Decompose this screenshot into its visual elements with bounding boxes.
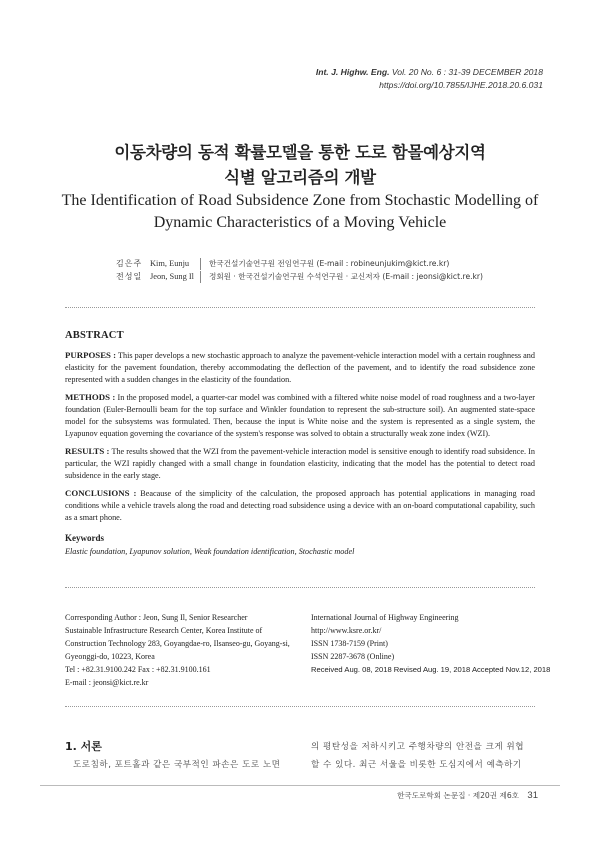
author-list	[116, 257, 483, 283]
journal-reference	[316, 66, 543, 91]
author-affiliation: 정회원 · 한국건설기술연구원 수석연구원 · 교신저자 (E-mail : jeonsi@kict.re.kr)	[209, 271, 484, 281]
keywords-list: Elastic foundation, Lyapunov solution, Weak foundation identification, Stochastic model	[65, 547, 355, 556]
author-separator	[200, 271, 201, 283]
journal-url[interactable]: http://www.ksre.or.kr/	[311, 626, 382, 635]
body-text-left: 도로침하, 포트홀과 같은 국부적인 파손은 도로 노면	[73, 760, 281, 770]
divider-middle	[65, 587, 535, 588]
footer-journal-text: 한국도로학회 논문집 · 제20권 제6호	[397, 791, 519, 800]
accepted-label: Accepted	[471, 665, 504, 674]
accepted-date: Nov.12, 2018	[505, 665, 551, 674]
received-label: Received	[311, 665, 343, 674]
corresponding-author-line: Tel : +82.31.9100.242 Fax : +82.31.9100.161	[65, 665, 211, 674]
author-separator	[200, 258, 201, 270]
corresponding-author-email: E-mail : jeonsi@kict.re.kr	[65, 678, 149, 687]
abstract-conclusions	[65, 487, 535, 524]
korean-title-line-2: 식별 알고리즘의 개발	[224, 168, 376, 187]
author-affiliation: 한국건설기술연구원 전임연구원 (E-mail : robineunjukim@kict.re.kr)	[209, 258, 450, 268]
purposes-text: This paper develops a new stochastic approach to analyze the pavement-vehicle interaction model with a certain roughness and elasticity for the pavement foundation, thereby accommodating the deflection of the pavement, and to identify the road subsidence zone represented with a sudden changes in the elasticity of the foundation.	[65, 351, 535, 384]
abstract-purposes	[65, 349, 535, 386]
abstract-results	[65, 445, 535, 482]
author-row	[116, 257, 483, 270]
body-text-right-line: 의 평탄성을 저하시키고 주행차량의 안전을 크게 위협	[311, 742, 525, 752]
doi-link[interactable]: https://doi.org/10.7855/IJHE.2018.20.6.031	[379, 79, 543, 90]
section-title: 1. 서론	[65, 740, 102, 753]
corresponding-author-block	[65, 611, 293, 689]
corresponding-author-line: Construction Technology 283, Goyangdae-ro, Ilsanseo-gu, Goyang-si,	[65, 639, 290, 648]
issn-online: ISSN 2287-3678 (Online)	[311, 652, 395, 661]
page-footer	[397, 790, 538, 801]
methods-label: METHODS :	[65, 392, 116, 402]
divider-top	[65, 307, 535, 308]
corresponding-author-line: Corresponding Author : Jeon, Sung Il, Senior Researcher	[65, 613, 248, 622]
volume-info: Vol. 20 No. 6 : 31-39 DECEMBER 2018	[391, 67, 543, 77]
conclusions-label: CONCLUSIONS :	[65, 488, 137, 498]
corresponding-author-line: Gyeonggi-do, 10223, Korea	[65, 652, 155, 661]
journal-info-block	[311, 611, 550, 676]
english-title-line-2: Dynamic Characteristics of a Moving Vehicle	[153, 214, 447, 231]
author-row	[116, 270, 483, 283]
abstract-heading: ABSTRACT	[65, 330, 124, 341]
revised-label: Revised	[393, 665, 422, 674]
body-text-right	[311, 738, 541, 774]
body-text-right-line: 할 수 있다. 최근 서울을 비롯한 도심지에서 예측하기	[311, 760, 522, 770]
abstract-methods	[65, 391, 535, 440]
submission-dates	[311, 663, 550, 676]
received-date: Aug. 08, 2018	[344, 665, 392, 674]
page-number: 31	[527, 790, 538, 801]
revised-date: Aug. 19, 2018	[422, 665, 471, 674]
author-english-name: Jeon, Sung Il	[150, 271, 194, 281]
english-title-line-1: The Identification of Road Subsidence Zone from Stochastic Modelling of	[61, 192, 539, 209]
methods-text: In the proposed model, a quarter-car model was combined with a filtered white noise model of road roughness and a two-layer foundation (Euler-Bernoulli beam for the top surface and Winkler foundation to represent the sub-structure soil). An augmented state-space model for the subsystems was formulated. Then, because the input is White noise and the system is represented as a single system, the Lyapunov equation governing the covariance of the system's response was solved to obtain a structurally weak zone index (WZI).	[65, 393, 536, 438]
journal-name: International Journal of Highway Engineering	[311, 613, 459, 622]
korean-title-line-1: 이동차량의 동적 확률모델을 통한 도로 함몰예상지역	[114, 143, 486, 162]
divider-bottom	[65, 706, 535, 707]
abstract-section	[65, 330, 535, 558]
author-korean-name: 전성일	[116, 271, 143, 281]
author-korean-name: 김은주	[116, 258, 143, 268]
journal-abbreviation: Int. J. Highw. Eng.	[315, 67, 390, 77]
results-text: The results showed that the WZI from the pavement-vehicle interaction model is sensitive enough to identify road subsidence. In particular, the WZI rapidly changed with a small change in foundation elasticity, indicating that the model has the potential to detect road subsidence in the early stage.	[65, 447, 536, 480]
author-english-name: Kim, Eunju	[150, 258, 190, 268]
keywords-heading: Keywords	[65, 533, 104, 543]
corresponding-author-line: Sustainable Infrastructure Research Center, Korea Institute of	[65, 626, 263, 635]
english-title	[0, 190, 600, 234]
purposes-label: PURPOSES :	[65, 350, 117, 360]
conclusions-text: Beacause of the simplicity of the calculation, the proposed approach has potential applications in managing road conditions while a vehicle travels along the road and detecting road subsidence using a device with an on-board computational capability, such as a smart phone.	[65, 489, 535, 522]
footer-rule	[40, 785, 560, 786]
results-label: RESULTS :	[65, 446, 110, 456]
korean-title	[0, 140, 600, 190]
issn-print: ISSN 1738-7159 (Print)	[311, 639, 388, 648]
